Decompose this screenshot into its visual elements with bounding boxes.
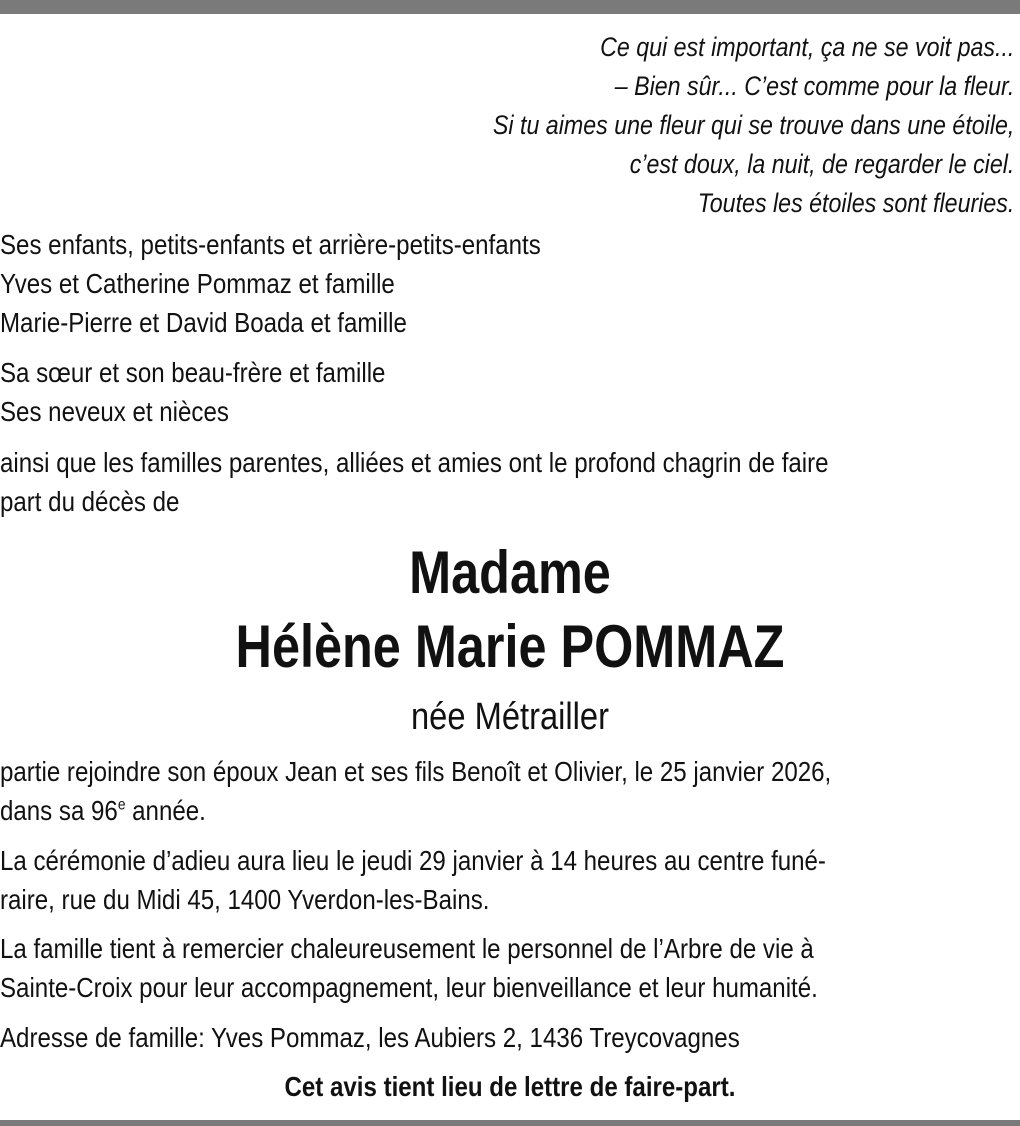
family-sister: Sa sœur et son beau-frère et famille [0, 357, 386, 388]
age-suffix: année. [125, 795, 206, 826]
quote-line: – Bien sûr... C’est comme pour la fleur. [614, 71, 1014, 101]
family-address: Adresse de famille: Yves Pommaz, les Aubiers 2, 1436 Treycovagnes [0, 1022, 740, 1053]
family-child-2: Marie-Pierre et David Boada et famille [0, 307, 407, 338]
closing-note: Cet avis tient lieu de lettre de faire-part. [284, 1071, 736, 1102]
family-children: Ses enfants, petits-enfants et arrière-petits-enfants [0, 229, 541, 260]
age-prefix: dans sa 96 [0, 795, 118, 826]
bottom-border-rule [0, 1120, 1020, 1126]
deceased-title: Madame [409, 539, 611, 606]
ceremony-line-2: raire, rue du Midi 45, 1400 Yverdon-les-Bains. [0, 884, 490, 915]
announcement-line-2: part du décès de [0, 486, 180, 517]
family-nephews: Ses neveux et nièces [0, 396, 229, 427]
quote-line: Ce qui est important, ça ne se voit pas... [599, 32, 1014, 62]
announcement-line-1: ainsi que les familles parentes, alliées et amies ont le profond chagrin de faire [0, 447, 829, 478]
death-line-1: partie rejoindre son époux Jean et ses fils Benoît et Olivier, le 25 janvier 2026, [0, 756, 832, 787]
top-border-rule [0, 0, 1020, 14]
deceased-birth-name: née Métrailler [411, 696, 609, 738]
ordinal-suffix: e [117, 796, 126, 814]
quote-line: c’est doux, la nuit, de regarder le ciel. [629, 149, 1014, 179]
quote-line: Toutes les étoiles sont fleuries. [697, 188, 1014, 218]
thanks-line-1: La famille tient à remercier chaleureusement le personnel de l’Arbre de vie à [0, 933, 814, 964]
family-child-1: Yves et Catherine Pommaz et famille [0, 268, 395, 299]
epigraph-quote [493, 28, 1014, 223]
death-line-2 [0, 795, 206, 827]
quote-line: Si tu aimes une fleur qui se trouve dans une étoile, [492, 110, 1014, 140]
deceased-name: Hélène Marie POMMAZ [235, 613, 785, 680]
thanks-line-2: Sainte-Croix pour leur accompagnement, leur bienveillance et leur humanité. [0, 972, 818, 1003]
ceremony-line-1: La cérémonie d’adieu aura lieu le jeudi 29 janvier à 14 heures au centre funé- [0, 845, 826, 876]
